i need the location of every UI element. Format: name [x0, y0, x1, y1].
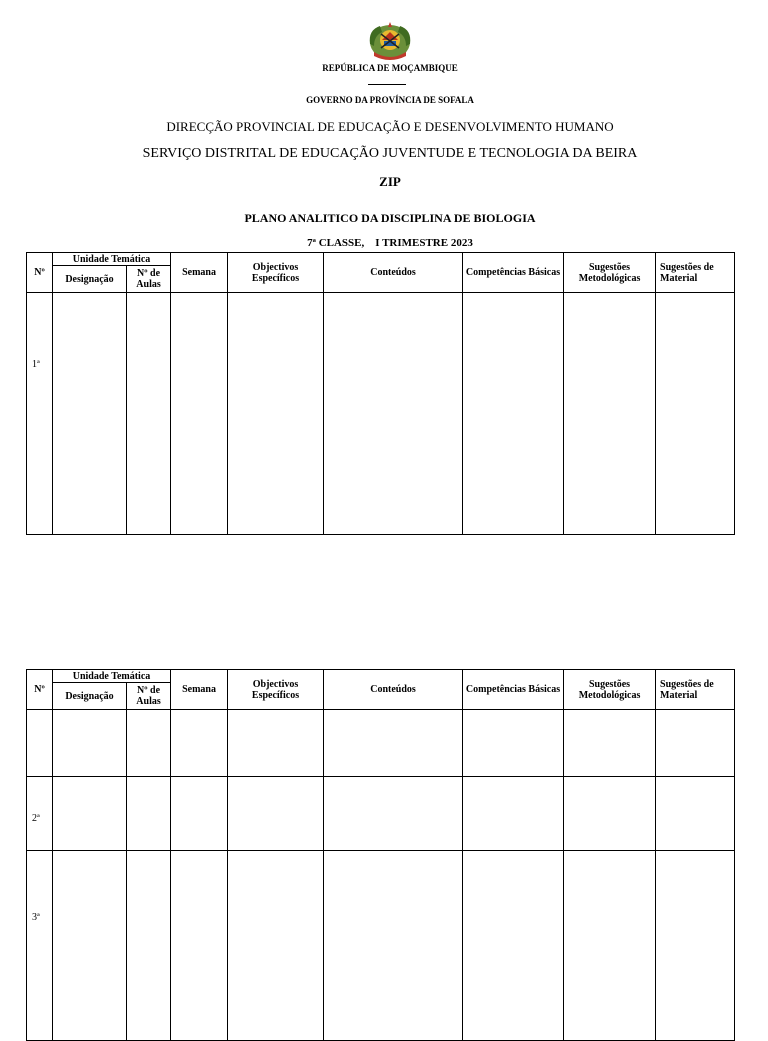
cell-contents[interactable] [324, 777, 463, 851]
government-title: GOVERNO DA PROVÍNCIA DE SOFALA [306, 95, 474, 105]
cell-methodology[interactable] [564, 293, 656, 535]
col-week-header: Semana [171, 670, 228, 710]
cell-contents[interactable] [324, 851, 463, 1041]
cell-material[interactable] [656, 851, 735, 1041]
table-row [27, 293, 735, 535]
row-number: 1ª [27, 293, 53, 535]
class-trimester-line: 7ª CLASSE, I TRIMESTRE 2023 [307, 237, 473, 249]
col-objectives-header: Objectivos Específicos [228, 670, 324, 710]
cell-objectives[interactable] [228, 293, 324, 535]
cell-objectives[interactable] [228, 851, 324, 1041]
cell-competences[interactable] [463, 710, 564, 777]
cell-material[interactable] [656, 710, 735, 777]
cell-designation[interactable] [53, 710, 127, 777]
cell-methodology[interactable] [564, 710, 656, 777]
cell-methodology[interactable] [564, 777, 656, 851]
col-num-header: Nº [27, 253, 53, 293]
table-row [27, 710, 735, 777]
col-designation-header: Designação [53, 266, 127, 293]
cell-competences[interactable] [463, 293, 564, 535]
table-row [27, 777, 735, 851]
cell-objectives[interactable] [228, 710, 324, 777]
cell-designation[interactable] [53, 777, 127, 851]
directorate-title: DIRECÇÃO PROVINCIAL DE EDUCAÇÃO E DESENVOLVIMENTO HUMANO [166, 119, 614, 134]
row-number: 2ª [27, 777, 53, 851]
header-divider [368, 84, 406, 85]
col-week-header: Semana [171, 253, 228, 293]
cell-designation[interactable] [53, 293, 127, 535]
plan-title: PLANO ANALITICO DA DISCIPLINA DE BIOLOGIA [244, 211, 536, 225]
col-material-header: Sugestões de Material [656, 253, 735, 293]
col-lessons-header: Nº de Aulas [127, 683, 171, 710]
cell-contents[interactable] [324, 293, 463, 535]
col-contents-header: Conteúdos [324, 670, 463, 710]
cell-week[interactable] [171, 777, 228, 851]
cell-lessons[interactable] [127, 851, 171, 1041]
cell-material[interactable] [656, 777, 735, 851]
table-row [27, 851, 735, 1041]
row-number [27, 710, 53, 777]
col-unit-header: Unidade Temática [53, 670, 171, 683]
cell-competences[interactable] [463, 851, 564, 1041]
row-number: 3ª [27, 851, 53, 1041]
cell-designation[interactable] [53, 851, 127, 1041]
cell-contents[interactable] [324, 710, 463, 777]
republic-title: REPÚBLICA DE MOÇAMBIQUE [322, 63, 458, 73]
zip-label: ZIP [379, 174, 401, 189]
col-unit-header: Unidade Temática [53, 253, 171, 266]
cell-lessons[interactable] [127, 777, 171, 851]
cell-week[interactable] [171, 851, 228, 1041]
col-contents-header: Conteúdos [324, 253, 463, 293]
col-methodology-header: Sugestões Metodológicas [564, 253, 656, 293]
plan-table-2 [26, 669, 735, 1041]
cell-week[interactable] [171, 293, 228, 535]
service-title: SERVIÇO DISTRITAL DE EDUCAÇÃO JUVENTUDE E TECNOLOGIA DA BEIRA [142, 146, 638, 161]
col-methodology-header: Sugestões Metodológicas [564, 670, 656, 710]
col-competences-header: Competências Básicas [463, 253, 564, 293]
cell-competences[interactable] [463, 777, 564, 851]
cell-lessons[interactable] [127, 710, 171, 777]
cell-methodology[interactable] [564, 851, 656, 1041]
cell-objectives[interactable] [228, 777, 324, 851]
col-designation-header: Designação [53, 683, 127, 710]
cell-week[interactable] [171, 710, 228, 777]
col-lessons-header: Nº de Aulas [127, 266, 171, 293]
cell-lessons[interactable] [127, 293, 171, 535]
col-num-header: Nº [27, 670, 53, 710]
col-competences-header: Competências Básicas [463, 670, 564, 710]
national-emblem-icon [364, 20, 416, 62]
col-material-header: Sugestões de Material [656, 670, 735, 710]
plan-table-1 [26, 252, 735, 535]
cell-material[interactable] [656, 293, 735, 535]
col-objectives-header: Objectivos Específicos [228, 253, 324, 293]
